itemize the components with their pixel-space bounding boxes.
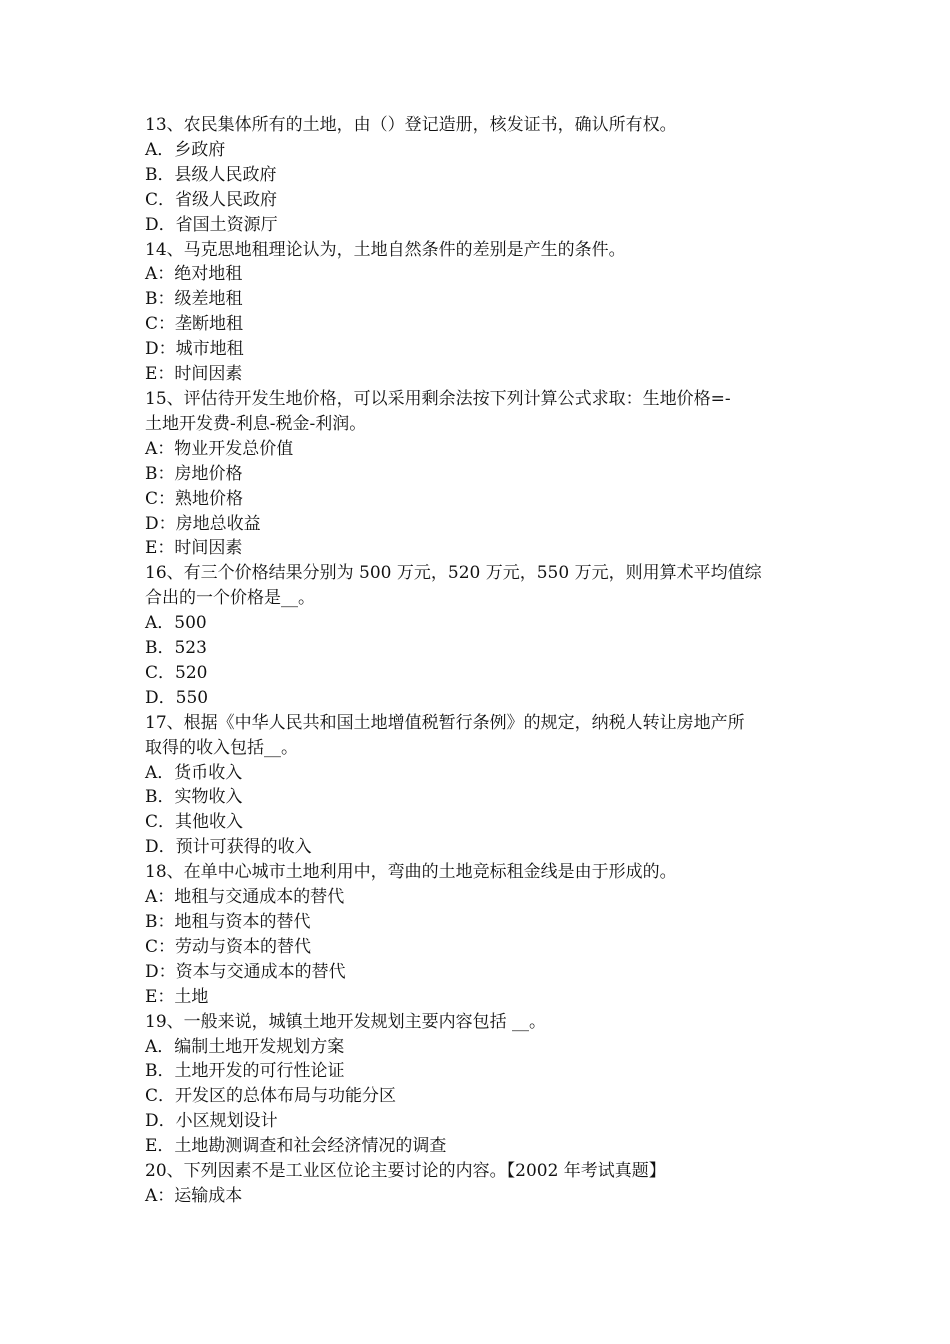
option-14-c: C：垄断地租 <box>145 314 244 335</box>
option-14-a: A：绝对地租 <box>145 264 243 285</box>
option-15-d: D：房地总收益 <box>145 513 261 534</box>
option-13-b: B．县级人民政府 <box>145 164 277 185</box>
option-16-d: D．550 <box>145 687 209 708</box>
option-18-d: D：资本与交通成本的替代 <box>145 961 346 982</box>
option-14-e: E：时间因素 <box>145 364 243 385</box>
question-18: 18、在单中心城市土地利用中，弯曲的土地竞标租金线是由于形成的。 <box>145 862 677 883</box>
question-17-line-1: 17、根据《中华人民共和国土地增值税暂行条例》的规定，纳税人转让房地产所 <box>145 712 745 733</box>
option-20-a: A：运输成本 <box>145 1185 243 1206</box>
option-17-b: B．实物收入 <box>145 787 243 808</box>
option-14-b: B：级差地租 <box>145 289 243 310</box>
option-19-b: B．土地开发的可行性论证 <box>145 1061 345 1082</box>
option-17-a: A．货币收入 <box>145 762 243 783</box>
option-13-d: D．省国土资源厅 <box>145 214 278 235</box>
option-18-e: E：土地 <box>145 986 209 1007</box>
option-16-c: C．520 <box>145 662 208 683</box>
option-18-c: C：劳动与资本的替代 <box>145 936 312 957</box>
document-body <box>145 113 815 1209</box>
option-16-a: A．500 <box>145 613 207 634</box>
option-13-a: A．乡政府 <box>145 139 226 160</box>
question-17-line-2: 取得的收入包括__。 <box>145 737 298 758</box>
option-19-e: E．土地勘测调查和社会经济情况的调查 <box>145 1136 447 1157</box>
option-19-a: A．编制土地开发规划方案 <box>145 1036 345 1057</box>
option-19-c: C．开发区的总体布局与功能分区 <box>145 1086 397 1107</box>
option-17-d: D．预计可获得的收入 <box>145 837 312 858</box>
option-18-b: B：地租与资本的替代 <box>145 912 311 932</box>
question-16-line-2: 合出的一个价格是__。 <box>145 588 315 609</box>
question-19: 19、一般来说，城镇土地开发规划主要内容包括 __。 <box>145 1011 547 1032</box>
question-20: 20、下列因素不是工业区位论主要讨论的内容。【2002 年考试真题】 <box>145 1161 666 1182</box>
question-13: 13、农民集体所有的土地，由（）登记造册，核发证书，确认所有权。 <box>145 115 677 135</box>
option-15-a: A：物业开发总价值 <box>145 438 294 459</box>
question-15-line-2: 土地开发费-利息-税金-利润。 <box>145 413 367 434</box>
option-15-e: E：时间因素 <box>145 538 243 559</box>
question-16-line-1: 16、有三个价格结果分别为 500 万元，520 万元，550 万元，则用算术平均值综 <box>145 563 762 584</box>
option-15-c: C：熟地价格 <box>145 488 244 509</box>
option-19-d: D．小区规划设计 <box>145 1111 278 1132</box>
option-13-c: C．省级人民政府 <box>145 189 278 210</box>
option-18-a: A：地租与交通成本的替代 <box>145 887 345 908</box>
option-17-c: C．其他收入 <box>145 812 244 833</box>
option-14-d: D：城市地租 <box>145 339 244 360</box>
option-15-b: B：房地价格 <box>145 463 243 484</box>
question-14: 14、马克思地租理论认为，土地自然条件的差别是产生的条件。 <box>145 239 626 260</box>
question-15-line-1: 15、评估待开发生地价格，可以采用剩余法按下列计算公式求取：生地价格=- <box>145 388 731 409</box>
option-16-b: B．523 <box>145 638 207 659</box>
